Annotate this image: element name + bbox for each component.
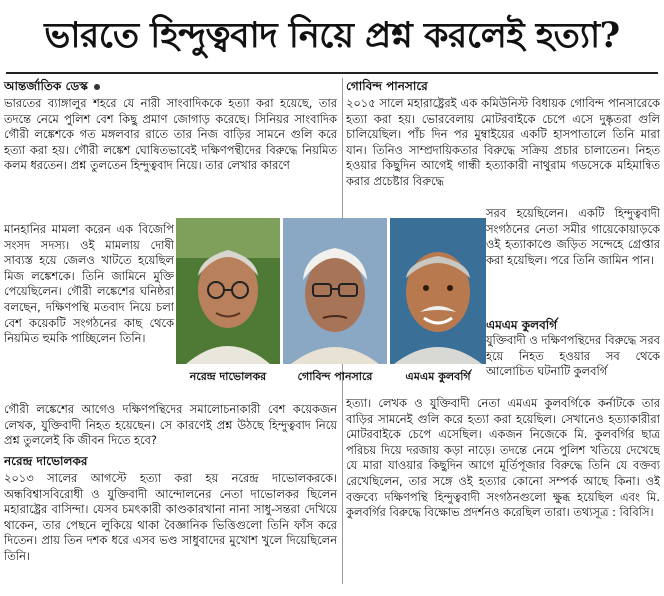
left-intro-paragraph: ভারতের ব্যাঙ্গালুর শহরে যে নারী সাংবাদিককে হত্যা করা হয়েছে, তার তদন্তে নেমে পুলিশ বেশ কিছু প্রমাণ জোগাড় করেছে। সিনিয়র সাংবাদিক গৌরী লঙ্কেশকে গত মঙ্গলবার রাতে তার নিজ বাড়ির সামনে গুলি করে হত্যা করা হয়। গৌরী লঙ্কেশ ঘোষিতভাবেই দক্ষিণপন্থীদের বিরুদ্ধে নিয়মিত কলম ধরতেন। প্রশ্ন তুলতেন হিন্দুত্ববাদ নিয়ে। তার লেখার কারণে [4, 96, 337, 173]
right-narrow-paragraph: সরব হয়েছিলেন। একটি হিন্দুত্ববাদী সংগঠনের নেতা সমীর গায়েকোয়াড়কে ওই হত্যাকাণ্ডে জড়িত সন্দেহে গ্রেপ্তার করা হয়েছিল। পরে তিনি জামিন পান। [486, 206, 660, 267]
right-full-paragraph: হত্যা। লেখক ও যুক্তিবাদী নেতা এমএম কুলবর্গিকে কর্নাটকে তার বাড়ির সামনেই গুলি করে হত্যা করা হয়েছিল। সেখানেও হত্যাকারীরা মোটরবাইকে চেপে এসেছিল। একজন নিজেকে মি. কুলবর্গির ছাত্র পরিচয় দিয়ে দরজায় কড়া নাড়ে। তদন্তে নেমে পুলিশ খতিয়ে দেখেছে যে মারা যাওয়ার কিছুদিন আগে মূর্তিপূজার বিরুদ্ধে তিনি যে বক্তব্য রেখেছিলেন, তার সঙ্গে ওই হত্যার কোনো সম্পর্ক আছে কিনা। ওই বক্তব্যে দক্ষিণপন্থি হিন্দুত্ববাদী সংগঠনগুলো ক্ষুব্ধ হয়েছিল এবং মি. কুলবর্গির বিরুদ্ধে বিক্ষোভ প্রদর্শনও করেছিল তারা। তথ্যসূত্র : বিবিসি। [346, 396, 660, 520]
left-last-paragraph: ২০১৩ সালের আগস্টে হত্যা করা হয় নরেন্দ্র দাভোলকরকে। অন্ধবিশ্বাসবিরোধী ও যুক্তিবাদী আন্দোলনের নেতা দাভোলকর ছিলেন মহারাষ্ট্রের বাসিন্দা। যেসব চমৎকারী কাণ্ডকারখানা নানা সাধু-সন্তরা দেখিয়ে থাকেন, তার পেছনে লুকিয়ে থাকা বৈজ্ঞানিক ভিত্তিগুলো তিনি ফাঁস করে দিতেন। প্রায় তিন দশক ধরে এসব ভণ্ড সাধুবাদের মুখোশ খুলে দিয়েছিলেন তিনি। [4, 471, 337, 563]
subhead-dabholkar: নরেন্দ্র দাভোলকর [4, 454, 88, 468]
right-intro-paragraph: ২০১৫ সালে মহারাষ্ট্রেরই এক কমিউনিস্ট বিধায়ক গোবিন্দ পানসারেকে হত্যা করা হয়। ভোরবেলায় মোটরবাইকে চেপে এসে দুষ্কৃতরা গুলি চালিয়েছিল। পাঁচ দিন পর মুম্বাইয়ের একটি হাসপাতালে তিনি মারা যান। তিনিও সাম্প্রদায়িকতার বিরুদ্ধে সক্রিয় প্রচার চালাতেন। নিহত হওয়ার কিছুদিন আগেই গান্ধী হত্যাকারী নাথুরাম গডসেকে মহিমান্বিত করার প্রচেষ্টার বিরুদ্ধে [346, 96, 660, 188]
photo-pansare [283, 218, 387, 364]
photo-kulburgi [390, 218, 486, 364]
photo-dabholkar [176, 218, 280, 364]
photo-caption-dabholkar: নরেন্দ্র দাভোলকর [189, 370, 267, 383]
photo-caption-pansare: গোবিন্দ পানসারে [297, 370, 373, 383]
subhead-pansare: গোবিন্দ পানসারে [346, 79, 428, 93]
left-dateline [4, 78, 337, 94]
left-narrow-paragraph: মানহানির মামলা করেন এক বিজেপি সংসদ সদস্য। ওই মামলায় দোষী সাব্যস্ত হয়ে জেলও খাটতে হয়েছিল মিজ লঙ্কেশকে। তিনি জামিনে মুক্তি পেয়েছিলেন। গৌরী লঙ্কেশের ঘনিষ্ঠরা বলছেন, দক্ষিণপন্থি মতবাদ নিয়ে চলা বেশ কয়েকটি সংগঠনের কাছ থেকে নিয়মিত হুমকি পাচ্ছিলেন তিনি। [4, 222, 174, 346]
headline: ভারতে হিন্দুত্ববাদ নিয়ে প্রশ্ন করলেই হত্যা? [44, 15, 620, 56]
photo-caption-kulburgi: এমএম কুলবর্গি [405, 370, 471, 383]
left-full-paragraph: গৌরী লঙ্কেশের আগেও দক্ষিণপন্থিদের সমালোচনাকারী বেশ কয়েকজন লেখক, যুক্তিবাদী নিহত হয়েছেন। সে কারণেই প্রশ্ন উঠছে হিন্দুত্ববাদ নিয়ে প্রশ্ন তুললেই কি জীবন দিতে হবে? [4, 402, 337, 448]
subhead-kulburgi: এমএম কুলবর্গি [486, 318, 558, 332]
portrait-pansare [283, 218, 387, 364]
headline-rule [6, 72, 658, 74]
portrait-kulburgi [390, 218, 486, 364]
dateline-bullet-icon [94, 84, 100, 90]
dateline-text: আন্তর্জাতিক ডেস্ক [4, 79, 88, 93]
portrait-dabholkar [176, 218, 280, 364]
right-narrow2-paragraph: যুক্তিবাদী ও দক্ষিণপন্থিদের বিরুদ্ধে সরব হয়ে নিহত হওয়ার সব থেকে আলোচিত ঘটনাটি কুলবর্গি [486, 333, 660, 379]
